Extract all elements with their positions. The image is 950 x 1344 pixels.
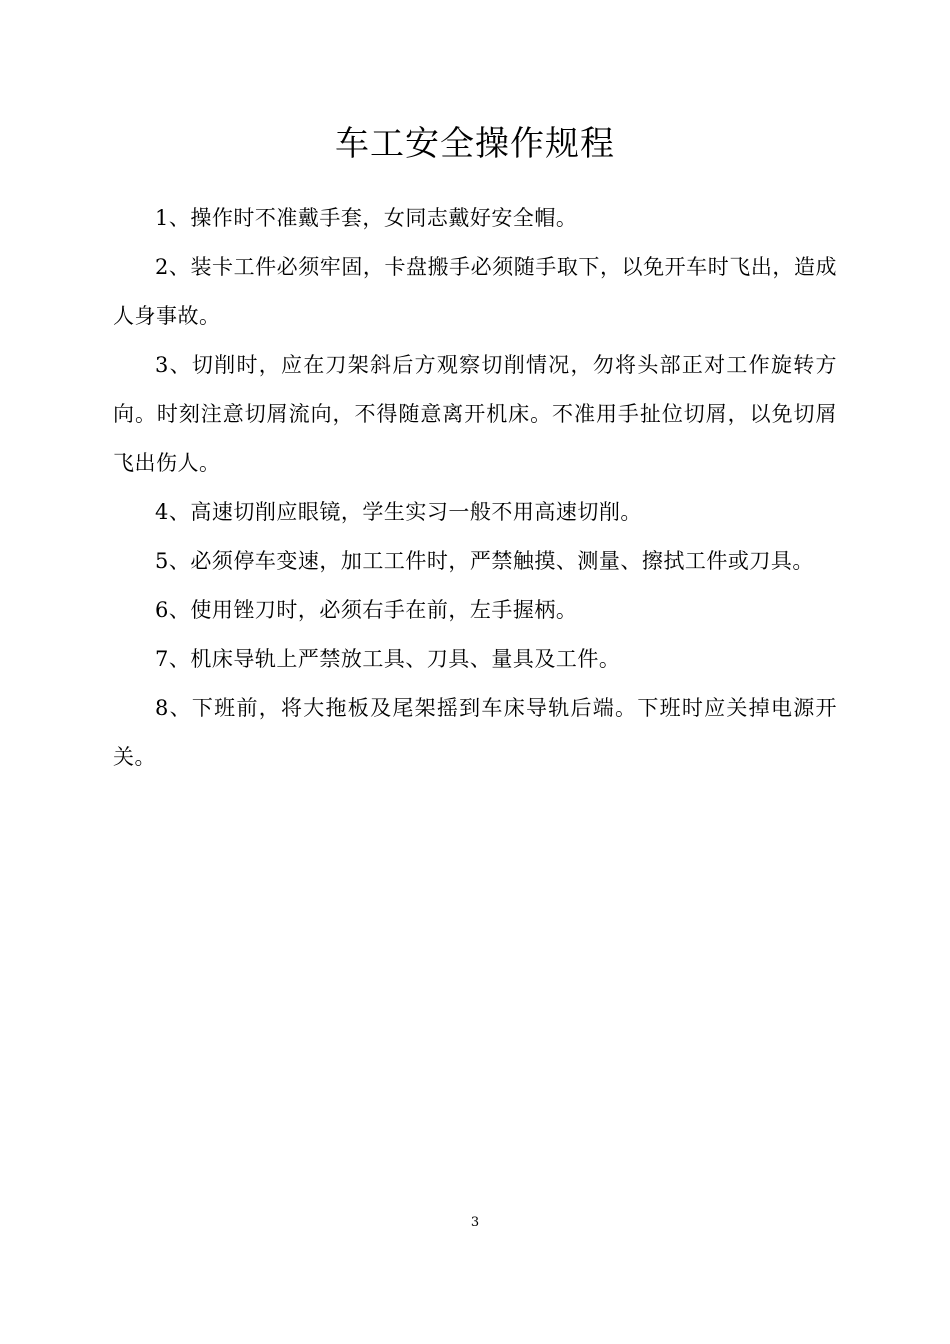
rule-item-3: 3、切削时，应在刀架斜后方观察切削情况，勿将头部正对工作旋转方向。时刻注意切屑流向，不得随意离开机床。不准用手扯位切屑，以免切屑飞出伤人。 bbox=[113, 353, 837, 475]
document-title: 车工安全操作规程 bbox=[335, 124, 615, 164]
document-body bbox=[113, 194, 837, 782]
page-number: 3 bbox=[470, 1215, 480, 1230]
rule-item-1: 1、操作时不准戴手套，女同志戴好安全帽。 bbox=[155, 206, 578, 230]
rule-item-5: 5、必须停车变速，加工工件时，严禁触摸、测量、擦拭工件或刀具。 bbox=[155, 549, 814, 573]
rule-item-2: 2、装卡工件必须牢固，卡盘搬手必须随手取下，以免开车时飞出，造成人身事故。 bbox=[113, 255, 837, 328]
rule-item-4: 4、高速切削应眼镜，学生实习一般不用高速切削。 bbox=[155, 500, 642, 524]
rule-item-8: 8、下班前，将大拖板及尾架摇到车床导轨后端。下班时应关掉电源开关。 bbox=[113, 696, 837, 769]
rule-item-7: 7、机床导轨上严禁放工具、刀具、量具及工件。 bbox=[155, 647, 621, 671]
rule-item-6: 6、使用锉刀时，必须右手在前，左手握柄。 bbox=[155, 598, 578, 622]
